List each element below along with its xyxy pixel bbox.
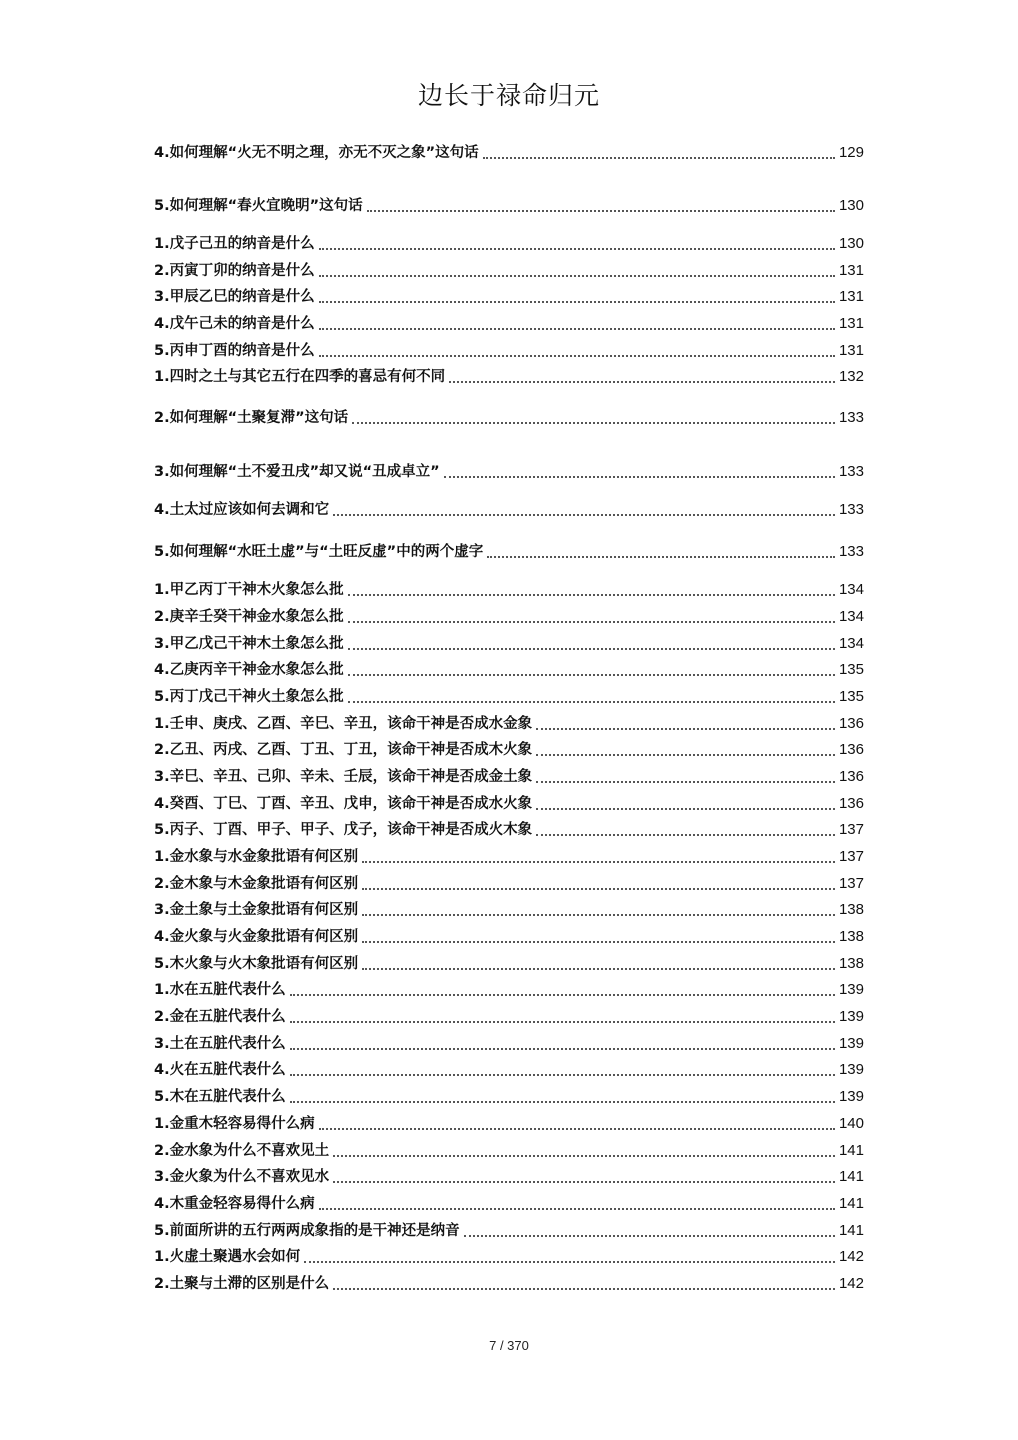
toc-entry[interactable]: [154, 714, 864, 734]
dot-leader: [362, 968, 835, 970]
dot-leader: [464, 1235, 835, 1237]
dot-leader: [348, 594, 835, 596]
toc-entry-page: 139: [838, 1008, 864, 1025]
toc-entry[interactable]: [154, 143, 864, 163]
toc-entry-page: 140: [838, 1115, 864, 1132]
toc-entry[interactable]: [154, 341, 864, 361]
toc-entry[interactable]: [154, 820, 864, 840]
toc-entry-page: 138: [838, 928, 864, 945]
toc-entry-title: 2.丙寅丁卯的纳音是什么: [154, 263, 315, 279]
dot-leader: [290, 1048, 835, 1050]
toc-entry[interactable]: [154, 687, 864, 707]
document-title: 边长于禄命归元: [417, 81, 600, 110]
toc-entry-title: 1.甲乙丙丁干神木火象怎么批: [154, 582, 344, 598]
toc-entry-title: 5.木在五脏代表什么: [154, 1089, 286, 1105]
toc-entry-title: 3.金火象为什么不喜欢见水: [154, 1169, 330, 1185]
toc-entry[interactable]: [154, 660, 864, 680]
toc-entry-title: 2.土聚与土滞的区别是什么: [154, 1276, 330, 1292]
dot-leader: [319, 328, 835, 330]
dot-leader: [304, 1261, 835, 1263]
toc-entry-page: 142: [838, 1248, 864, 1265]
toc-entry[interactable]: [154, 1221, 864, 1241]
toc-entry[interactable]: [154, 927, 864, 947]
toc-entry-title: 5.如何理解“水旺土虚”与“土旺反虚”中的两个虚字: [154, 544, 484, 560]
toc-entry[interactable]: [154, 1247, 864, 1267]
dot-leader: [348, 701, 835, 703]
toc-entry-title: 5.丙申丁酉的纳音是什么: [154, 343, 315, 359]
dot-leader: [290, 1021, 835, 1023]
toc-entry-title: 5.如何理解“春火宜晚明”这句话: [154, 198, 363, 214]
dot-leader: [362, 941, 835, 943]
toc-entry-page: 139: [838, 1088, 864, 1105]
dot-leader: [536, 834, 835, 836]
toc-entry-title: 1.火虚土聚遇水会如何: [154, 1249, 301, 1265]
toc-entry[interactable]: [154, 1167, 864, 1187]
dot-leader: [319, 275, 835, 277]
dot-leader: [367, 210, 835, 212]
toc-entry[interactable]: [154, 794, 864, 814]
toc-entry-title: 2.金水象为什么不喜欢见土: [154, 1143, 330, 1159]
toc-entry[interactable]: [154, 367, 864, 387]
toc-entry-title: 2.金木象与木金象批语有何区别: [154, 876, 359, 892]
toc-entry-title: 5.丙子、丁酉、甲子、甲子、戊子，该命干神是否成火木象: [154, 822, 533, 838]
toc-entry[interactable]: [154, 847, 864, 867]
toc-entry-page: 139: [838, 1035, 864, 1052]
dot-leader: [290, 994, 835, 996]
toc-entry-page: 136: [838, 768, 864, 785]
toc-entry[interactable]: [154, 900, 864, 920]
toc-entry-title: 2.如何理解“土聚复滞”这句话: [154, 410, 349, 426]
dot-leader: [319, 1128, 835, 1130]
toc-entry[interactable]: [154, 980, 864, 1000]
dot-leader: [449, 381, 835, 383]
toc-entry[interactable]: [154, 1060, 864, 1080]
toc-entry-title: 2.乙丑、丙戌、乙酉、丁丑、丁丑，该命干神是否成木火象: [154, 742, 533, 758]
dot-leader: [536, 781, 835, 783]
toc-entry-title: 5.木火象与火木象批语有何区别: [154, 956, 359, 972]
toc-entry-title: 1.戊子己丑的纳音是什么: [154, 236, 315, 252]
toc-entry[interactable]: [154, 408, 864, 428]
toc-entry[interactable]: [154, 634, 864, 654]
toc-entry-page: 139: [838, 981, 864, 998]
toc-entry-page: 131: [838, 315, 864, 332]
toc-entry[interactable]: [154, 1114, 864, 1134]
toc-entry-title: 2.庚辛壬癸干神金水象怎么批: [154, 609, 344, 625]
toc-entry[interactable]: [154, 1087, 864, 1107]
toc-entry[interactable]: [154, 874, 864, 894]
toc-entry-page: 135: [838, 661, 864, 678]
dot-leader: [333, 514, 835, 516]
toc-entry[interactable]: [154, 261, 864, 281]
toc-entry-page: 139: [838, 1061, 864, 1078]
dot-leader: [536, 808, 835, 810]
toc-entry[interactable]: [154, 1007, 864, 1027]
toc-entry-page: 136: [838, 741, 864, 758]
dot-leader: [362, 861, 835, 863]
toc-entry[interactable]: [154, 1034, 864, 1054]
toc-entry[interactable]: [154, 580, 864, 600]
toc-entry-title: 1.金重木轻容易得什么病: [154, 1116, 315, 1132]
toc-entry-page: 133: [838, 543, 864, 560]
dot-leader: [536, 754, 835, 756]
toc-entry-page: 134: [838, 581, 864, 598]
page-number: 7 / 370: [489, 1338, 529, 1353]
toc-entry[interactable]: [154, 767, 864, 787]
dot-leader: [362, 888, 835, 890]
toc-entry-page: 131: [838, 288, 864, 305]
toc-entry-title: 4.土太过应该如何去调和它: [154, 502, 330, 518]
dot-leader: [319, 355, 835, 357]
toc-entry-title: 4.癸酉、丁巳、丁酉、辛丑、戊申，该命干神是否成水火象: [154, 796, 533, 812]
toc-entry-page: 130: [838, 197, 864, 214]
toc-entry-title: 5.丙丁戊己干神火土象怎么批: [154, 689, 344, 705]
toc-entry-page: 134: [838, 608, 864, 625]
toc-entry-page: 130: [838, 235, 864, 252]
toc-entry[interactable]: [154, 196, 864, 216]
dot-leader: [487, 556, 835, 558]
toc-entry-title: 1.壬申、庚戌、乙酉、辛巳、辛丑，该命干神是否成水金象: [154, 716, 533, 732]
toc-entry-page: 138: [838, 955, 864, 972]
dot-leader: [333, 1155, 835, 1157]
toc-entry-page: 131: [838, 262, 864, 279]
toc-entry[interactable]: [154, 234, 864, 254]
toc-entry[interactable]: [154, 1274, 864, 1294]
toc-entry-page: 133: [838, 501, 864, 518]
toc-entry[interactable]: [154, 542, 864, 562]
toc-entry-page: 135: [838, 688, 864, 705]
toc-entry[interactable]: [154, 1141, 864, 1161]
toc-entry-page: 137: [838, 848, 864, 865]
dot-leader: [319, 1208, 835, 1210]
toc-entry-page: 136: [838, 795, 864, 812]
toc-entry-page: 141: [838, 1222, 864, 1239]
toc-entry-title: 4.如何理解“火无不明之理，亦无不灭之象”这句话: [154, 145, 479, 161]
toc-entry-page: 132: [838, 368, 864, 385]
toc-entry-page: 131: [838, 342, 864, 359]
toc-entry-title: 4.乙庚丙辛干神金水象怎么批: [154, 662, 344, 678]
toc-entry[interactable]: [154, 740, 864, 760]
toc-entry-title: 1.金水象与水金象批语有何区别: [154, 849, 359, 865]
toc-entry-title: 5.前面所讲的五行两两成象指的是干神还是纳音: [154, 1223, 460, 1239]
dot-leader: [290, 1074, 835, 1076]
toc-entry-title: 4.木重金轻容易得什么病: [154, 1196, 315, 1212]
toc-entry-page: 141: [838, 1195, 864, 1212]
toc-entry-page: 136: [838, 715, 864, 732]
dot-leader: [483, 157, 835, 159]
dot-leader: [362, 914, 835, 916]
dot-leader: [536, 728, 835, 730]
toc-entry-title: 3.甲辰乙巳的纳音是什么: [154, 289, 315, 305]
toc-entry-page: 137: [838, 875, 864, 892]
dot-leader: [352, 422, 835, 424]
toc-entry-page: 137: [838, 821, 864, 838]
toc-entry-title: 4.火在五脏代表什么: [154, 1062, 286, 1078]
dot-leader: [333, 1181, 835, 1183]
dot-leader: [348, 648, 835, 650]
toc-entry-page: 138: [838, 901, 864, 918]
dot-leader: [319, 301, 835, 303]
toc-entry-page: 133: [838, 463, 864, 480]
toc-entry[interactable]: [154, 287, 864, 307]
toc-entry-title: 1.四时之土与其它五行在四季的喜忌有何不同: [154, 369, 446, 385]
toc-entry[interactable]: [154, 314, 864, 334]
toc-entry-title: 3.辛巳、辛丑、己卯、辛未、壬辰，该命干神是否成金土象: [154, 769, 533, 785]
toc-entry-page: 133: [838, 409, 864, 426]
toc-entry-title: 4.金火象与火金象批语有何区别: [154, 929, 359, 945]
toc-entry-title: 2.金在五脏代表什么: [154, 1009, 286, 1025]
toc-entry-page: 129: [838, 144, 864, 161]
toc-entry-page: 141: [838, 1168, 864, 1185]
dot-leader: [444, 476, 835, 478]
dot-leader: [348, 621, 835, 623]
toc-entry[interactable]: [154, 462, 864, 482]
toc-entry-page: 134: [838, 635, 864, 652]
toc-entry-title: 3.如何理解“土不爱丑戌”却又说“丑成卓立”: [154, 464, 440, 480]
toc-entry-title: 4.戊午己未的纳音是什么: [154, 316, 315, 332]
toc-entry-page: 142: [838, 1275, 864, 1292]
toc-entry[interactable]: [154, 607, 864, 627]
toc-entry[interactable]: [154, 954, 864, 974]
toc-entry-title: 3.金土象与土金象批语有何区别: [154, 902, 359, 918]
toc-entry[interactable]: [154, 500, 864, 520]
toc-entry-title: 3.甲乙戊己干神木土象怎么批: [154, 636, 344, 652]
dot-leader: [333, 1288, 835, 1290]
dot-leader: [290, 1101, 835, 1103]
toc-entry-title: 3.土在五脏代表什么: [154, 1036, 286, 1052]
toc-entry[interactable]: [154, 1194, 864, 1214]
dot-leader: [348, 674, 835, 676]
dot-leader: [319, 248, 835, 250]
toc-entry-page: 141: [838, 1142, 864, 1159]
toc-entry-title: 1.水在五脏代表什么: [154, 982, 286, 998]
